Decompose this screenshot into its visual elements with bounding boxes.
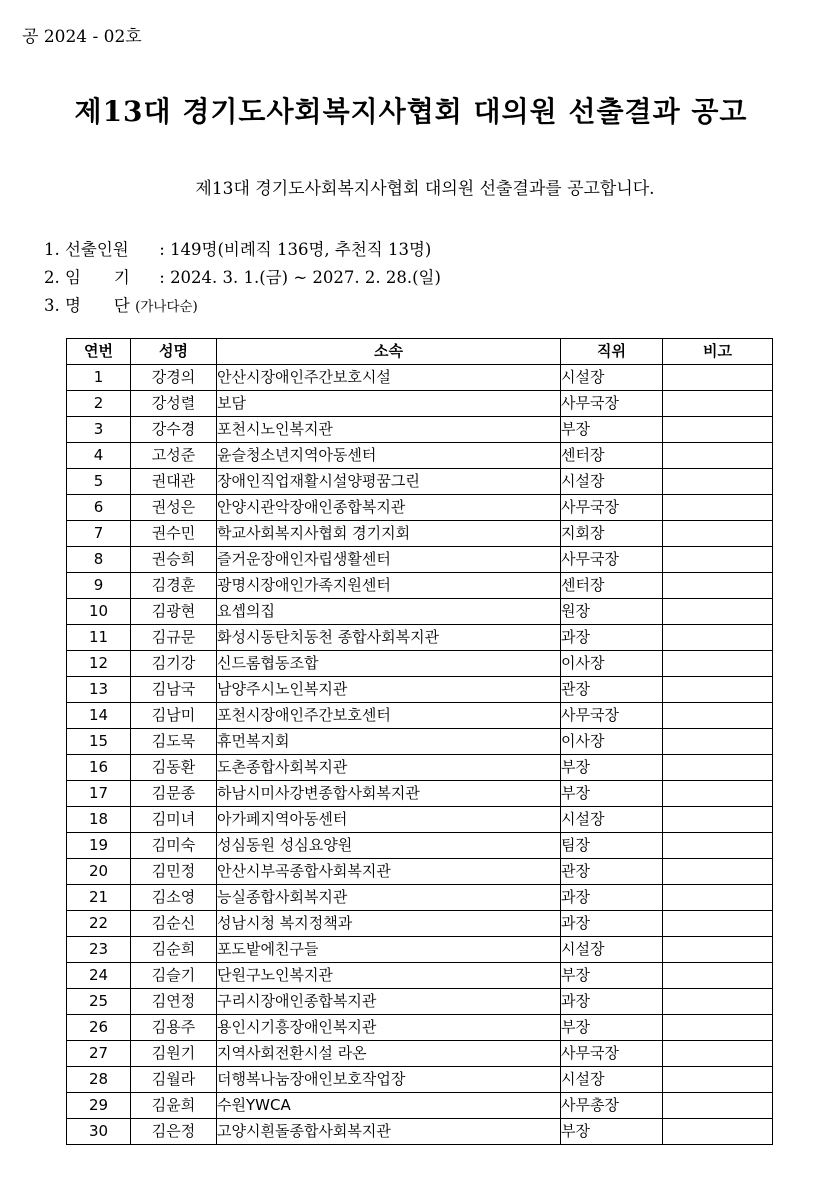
member-affiliation: 성남시청 복지정책과 [217,911,561,937]
member-remarks [663,807,773,833]
row-number: 17 [67,781,131,807]
table-body [67,365,773,1145]
row-number: 10 [67,599,131,625]
member-name: 고성준 [131,443,217,469]
member-affiliation: 보담 [217,391,561,417]
member-name: 김문종 [131,781,217,807]
member-position: 시설장 [561,807,663,833]
table-row [67,677,773,703]
member-remarks [663,417,773,443]
row-number: 28 [67,1067,131,1093]
item-selected-count [44,236,441,264]
member-name: 김미숙 [131,833,217,859]
member-remarks [663,625,773,651]
member-remarks [663,859,773,885]
column-header-name: 성명 [131,339,217,365]
member-affiliation: 하남시미사강변종합사회복지관 [217,781,561,807]
member-affiliation: 구리시장애인종합복지관 [217,989,561,1015]
member-remarks [663,547,773,573]
member-affiliation: 수원YWCA [217,1093,561,1119]
member-remarks [663,1093,773,1119]
table-row [67,807,773,833]
member-remarks [663,365,773,391]
table-row [67,885,773,911]
row-number: 22 [67,911,131,937]
row-number: 15 [67,729,131,755]
member-affiliation: 능실종합사회복지관 [217,885,561,911]
member-remarks [663,989,773,1015]
row-number: 13 [67,677,131,703]
item-list [44,236,441,321]
row-number: 30 [67,1119,131,1145]
member-position: 시설장 [561,365,663,391]
member-position: 부장 [561,1015,663,1041]
member-name: 김경훈 [131,573,217,599]
table-row [67,651,773,677]
row-number: 25 [67,989,131,1015]
row-number: 20 [67,859,131,885]
member-name: 김월라 [131,1067,217,1093]
member-position: 사무국장 [561,547,663,573]
member-position: 관장 [561,859,663,885]
member-remarks [663,573,773,599]
table-row [67,625,773,651]
member-position: 사무총장 [561,1093,663,1119]
member-position: 팀장 [561,833,663,859]
member-position: 과장 [561,625,663,651]
member-name: 김슬기 [131,963,217,989]
row-number: 23 [67,937,131,963]
member-name: 권대관 [131,469,217,495]
item-value: 2024. 3. 1.(금) ~ 2027. 2. 28.(일) [170,268,441,287]
table-row [67,469,773,495]
row-number: 18 [67,807,131,833]
member-affiliation: 아가페지역아동센터 [217,807,561,833]
member-remarks [663,521,773,547]
row-number: 2 [67,391,131,417]
member-affiliation: 안양시관악장애인종합복지관 [217,495,561,521]
table-row [67,963,773,989]
member-remarks [663,443,773,469]
row-number: 4 [67,443,131,469]
row-number: 1 [67,365,131,391]
member-name: 김연정 [131,989,217,1015]
member-position: 과장 [561,885,663,911]
member-affiliation: 학교사회복지사협회 경기지회 [217,521,561,547]
member-remarks [663,911,773,937]
row-number: 11 [67,625,131,651]
member-name: 김원기 [131,1041,217,1067]
row-number: 16 [67,755,131,781]
row-number: 12 [67,651,131,677]
table-row [67,573,773,599]
member-remarks [663,1067,773,1093]
member-remarks [663,729,773,755]
member-position: 사무국장 [561,391,663,417]
member-affiliation: 안산시부곡종합사회복지관 [217,859,561,885]
member-remarks [663,1119,773,1145]
member-remarks [663,1015,773,1041]
member-position: 센터장 [561,573,663,599]
table-row [67,859,773,885]
item-separator: : [154,240,171,259]
member-name: 김윤희 [131,1093,217,1119]
member-position: 시설장 [561,937,663,963]
table-row [67,417,773,443]
column-header-affiliation: 소속 [217,339,561,365]
member-name: 김규문 [131,625,217,651]
member-name: 강경의 [131,365,217,391]
row-number: 6 [67,495,131,521]
member-remarks [663,781,773,807]
row-number: 27 [67,1041,131,1067]
column-header-position: 직위 [561,339,663,365]
row-number: 7 [67,521,131,547]
member-affiliation: 화성시동탄치동천 종합사회복지관 [217,625,561,651]
row-number: 21 [67,885,131,911]
table-row [67,781,773,807]
member-remarks [663,703,773,729]
member-affiliation: 도촌종합사회복지관 [217,755,561,781]
member-position: 부장 [561,417,663,443]
member-remarks [663,885,773,911]
member-remarks [663,755,773,781]
member-affiliation: 성심동원 성심요양원 [217,833,561,859]
table-row [67,443,773,469]
member-remarks [663,391,773,417]
member-affiliation: 즐거운장애인자립생활센터 [217,547,561,573]
item-separator: : [154,268,171,287]
member-name: 김광현 [131,599,217,625]
member-affiliation: 더행복나눔장애인보호작업장 [217,1067,561,1093]
row-number: 5 [67,469,131,495]
member-affiliation: 단원구노인복지관 [217,963,561,989]
member-name: 김기강 [131,651,217,677]
member-position: 부장 [561,1119,663,1145]
member-name: 김동환 [131,755,217,781]
member-affiliation: 포도밭에친구들 [217,937,561,963]
member-name: 김순희 [131,937,217,963]
item-term [44,264,441,292]
member-remarks [663,495,773,521]
member-name: 강성렬 [131,391,217,417]
item-value: 149명(비례직 136명, 추천직 13명) [170,240,432,259]
row-number: 26 [67,1015,131,1041]
column-header-number: 연번 [67,339,131,365]
table-row [67,1015,773,1041]
table-row [67,937,773,963]
row-number: 24 [67,963,131,989]
member-name: 권수민 [131,521,217,547]
table-row [67,1119,773,1145]
member-position: 과장 [561,911,663,937]
member-name: 김소영 [131,885,217,911]
member-name: 권승희 [131,547,217,573]
table-row [67,1093,773,1119]
row-number: 9 [67,573,131,599]
table-row [67,1067,773,1093]
member-position: 시설장 [561,469,663,495]
member-name: 김남국 [131,677,217,703]
table-row [67,703,773,729]
member-name: 김민정 [131,859,217,885]
member-affiliation: 안산시장애인주간보호시설 [217,365,561,391]
column-header-remarks: 비고 [663,339,773,365]
member-affiliation: 용인시기흥장애인복지관 [217,1015,561,1041]
item-label: 2. 임 기 [44,268,130,287]
member-remarks [663,833,773,859]
member-position: 이사장 [561,729,663,755]
member-affiliation: 포천시장애인주간보호센터 [217,703,561,729]
member-affiliation: 장애인직업재활시설양평꿈그린 [217,469,561,495]
row-number: 3 [67,417,131,443]
member-affiliation: 신드롬협동조합 [217,651,561,677]
item-label: 3. 명 단 [44,296,130,315]
member-remarks [663,963,773,989]
table-row [67,729,773,755]
table-row [67,599,773,625]
member-affiliation: 요셉의집 [217,599,561,625]
member-name: 김도묵 [131,729,217,755]
member-name: 김용주 [131,1015,217,1041]
member-affiliation: 지역사회전환시설 라온 [217,1041,561,1067]
member-position: 원장 [561,599,663,625]
table-row [67,1041,773,1067]
notice-number: 공 2024 - 02호 [22,27,142,47]
table-row [67,911,773,937]
member-affiliation: 남양주시노인복지관 [217,677,561,703]
member-position: 사무국장 [561,1041,663,1067]
member-affiliation: 윤슬청소년지역아동센터 [217,443,561,469]
member-name: 김남미 [131,703,217,729]
member-name: 김은정 [131,1119,217,1145]
roster-table [66,338,773,1145]
member-affiliation: 고양시흰돌종합사회복지관 [217,1119,561,1145]
member-affiliation: 포천시노인복지관 [217,417,561,443]
item-label: 1. 선출인원 [44,240,129,259]
table-row [67,547,773,573]
row-number: 8 [67,547,131,573]
member-position: 부장 [561,755,663,781]
intro-sentence: 제13대 경기도사회복지사협회 대의원 선출결과를 공고합니다. [195,179,655,199]
member-name: 강수경 [131,417,217,443]
member-remarks [663,599,773,625]
member-affiliation: 휴먼복지회 [217,729,561,755]
member-position: 센터장 [561,443,663,469]
row-number: 29 [67,1093,131,1119]
item-note: (가나다순) [135,299,198,315]
table-row [67,755,773,781]
table-row [67,521,773,547]
member-position: 관장 [561,677,663,703]
member-name: 김미녀 [131,807,217,833]
member-name: 권성은 [131,495,217,521]
member-position: 지회장 [561,521,663,547]
row-number: 19 [67,833,131,859]
member-position: 이사장 [561,651,663,677]
table-row [67,989,773,1015]
table-row [67,365,773,391]
row-number: 14 [67,703,131,729]
member-remarks [663,469,773,495]
table-row [67,833,773,859]
table-header-row [67,339,773,365]
member-position: 시설장 [561,1067,663,1093]
member-remarks [663,937,773,963]
member-remarks [663,1041,773,1067]
page-title: 제13대 경기도사회복지사협회 대의원 선출결과 공고 [74,95,748,128]
member-position: 과장 [561,989,663,1015]
table-row [67,391,773,417]
member-affiliation: 광명시장애인가족지원센터 [217,573,561,599]
member-position: 부장 [561,781,663,807]
member-position: 부장 [561,963,663,989]
member-remarks [663,651,773,677]
member-position: 사무국장 [561,495,663,521]
member-name: 김순신 [131,911,217,937]
item-roster [44,292,441,321]
member-remarks [663,677,773,703]
table-row [67,495,773,521]
member-position: 사무국장 [561,703,663,729]
